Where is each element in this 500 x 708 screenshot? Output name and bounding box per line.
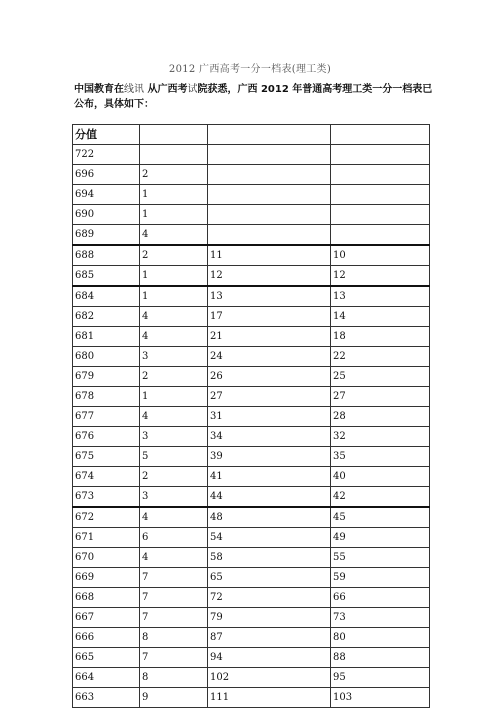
table-header-row xyxy=(73,125,430,145)
header-cell xyxy=(140,125,208,145)
cumulative-cell-2 xyxy=(331,145,430,165)
cumulative-cell-2: 66 xyxy=(331,588,430,608)
table-row xyxy=(73,407,430,427)
cumulative-cell: 17 xyxy=(208,307,331,327)
intro-paragraph xyxy=(74,82,434,112)
cumulative-cell-2: 27 xyxy=(331,387,430,407)
table-row xyxy=(73,548,430,568)
cumulative-cell: 48 xyxy=(208,507,331,528)
cumulative-cell xyxy=(208,145,331,165)
table-row xyxy=(73,648,430,668)
cumulative-cell xyxy=(208,205,331,225)
table-row xyxy=(73,205,430,225)
score-cell: 685 xyxy=(73,266,140,287)
count-cell: 1 xyxy=(140,286,208,307)
score-cell: 677 xyxy=(73,407,140,427)
cumulative-cell-2: 25 xyxy=(331,367,430,387)
score-cell: 679 xyxy=(73,367,140,387)
cumulative-cell: 24 xyxy=(208,347,331,367)
table-row xyxy=(73,367,430,387)
table-row xyxy=(73,286,430,307)
score-cell: 672 xyxy=(73,507,140,528)
cumulative-cell-2: 12 xyxy=(331,266,430,287)
cumulative-cell-2: 13 xyxy=(331,286,430,307)
count-cell: 7 xyxy=(140,588,208,608)
table-row xyxy=(73,245,430,266)
count-cell: 7 xyxy=(140,568,208,588)
table-row xyxy=(73,225,430,246)
cumulative-cell-2 xyxy=(331,165,430,185)
table-row xyxy=(73,467,430,487)
table-row xyxy=(73,487,430,508)
table-row xyxy=(73,165,430,185)
count-cell: 4 xyxy=(140,327,208,347)
table-row xyxy=(73,447,430,467)
cumulative-cell-2: 32 xyxy=(331,427,430,447)
table-row xyxy=(73,688,430,708)
count-cell: 2 xyxy=(140,165,208,185)
count-cell: 4 xyxy=(140,407,208,427)
count-cell: 1 xyxy=(140,266,208,287)
table-row xyxy=(73,528,430,548)
cumulative-cell-2: 14 xyxy=(331,307,430,327)
count-cell: 8 xyxy=(140,668,208,688)
cumulative-cell: 79 xyxy=(208,608,331,628)
count-cell: 1 xyxy=(140,205,208,225)
table-row xyxy=(73,628,430,648)
score-cell: 680 xyxy=(73,347,140,367)
cumulative-cell-2: 22 xyxy=(331,347,430,367)
cumulative-cell: 58 xyxy=(208,548,331,568)
cumulative-cell: 34 xyxy=(208,427,331,447)
score-cell: 666 xyxy=(73,628,140,648)
count-cell: 4 xyxy=(140,307,208,327)
cumulative-cell: 11 xyxy=(208,245,331,266)
score-cell: 722 xyxy=(73,145,140,165)
count-cell: 2 xyxy=(140,467,208,487)
cumulative-cell-2: 55 xyxy=(331,548,430,568)
count-cell: 3 xyxy=(140,427,208,447)
cumulative-cell-2: 35 xyxy=(331,447,430,467)
score-cell: 673 xyxy=(73,487,140,508)
table-row xyxy=(73,327,430,347)
cumulative-cell: 27 xyxy=(208,387,331,407)
cumulative-cell-2: 18 xyxy=(331,327,430,347)
cumulative-cell: 87 xyxy=(208,628,331,648)
score-cell: 674 xyxy=(73,467,140,487)
cumulative-cell-2: 42 xyxy=(331,487,430,508)
cumulative-cell-2: 80 xyxy=(331,628,430,648)
intro-text-4: 试 xyxy=(187,84,198,95)
score-cell: 690 xyxy=(73,205,140,225)
table-row xyxy=(73,588,430,608)
intro-text-2: 线讯 xyxy=(124,84,144,95)
cumulative-cell: 94 xyxy=(208,648,331,668)
cumulative-cell-2: 95 xyxy=(331,668,430,688)
table-row xyxy=(73,145,430,165)
cumulative-cell: 44 xyxy=(208,487,331,508)
score-cell: 684 xyxy=(73,286,140,307)
table-row xyxy=(73,568,430,588)
document-title: 2012 广西高考一分一档表(理工类) xyxy=(168,64,332,75)
score-table xyxy=(72,124,430,708)
header-cell xyxy=(208,125,331,145)
count-cell xyxy=(140,145,208,165)
count-cell: 3 xyxy=(140,347,208,367)
cumulative-cell: 12 xyxy=(208,266,331,287)
table-row xyxy=(73,347,430,367)
score-cell: 689 xyxy=(73,225,140,246)
count-cell: 1 xyxy=(140,185,208,205)
table-row xyxy=(73,608,430,628)
cumulative-cell: 111 xyxy=(208,688,331,708)
cumulative-cell-2: 10 xyxy=(331,245,430,266)
header-cell-score: 分值 xyxy=(73,125,140,145)
count-cell: 6 xyxy=(140,528,208,548)
score-cell: 676 xyxy=(73,427,140,447)
score-cell: 668 xyxy=(73,588,140,608)
count-cell: 4 xyxy=(140,507,208,528)
count-cell: 7 xyxy=(140,608,208,628)
table-row xyxy=(73,507,430,528)
score-cell: 675 xyxy=(73,447,140,467)
count-cell: 2 xyxy=(140,367,208,387)
cumulative-cell-2: 45 xyxy=(331,507,430,528)
score-cell: 694 xyxy=(73,185,140,205)
cumulative-cell-2: 103 xyxy=(331,688,430,708)
cumulative-cell-2: 88 xyxy=(331,648,430,668)
cumulative-cell-2 xyxy=(331,225,430,246)
intro-text-5: 院获悉，广西 2012 年普通高考理工类一分一档表已公布，具体如下： xyxy=(74,84,433,110)
cumulative-cell: 13 xyxy=(208,286,331,307)
count-cell: 4 xyxy=(140,548,208,568)
count-cell: 3 xyxy=(140,487,208,508)
cumulative-cell: 41 xyxy=(208,467,331,487)
cumulative-cell-2 xyxy=(331,205,430,225)
table-row xyxy=(73,266,430,287)
cumulative-cell xyxy=(208,185,331,205)
score-cell: 669 xyxy=(73,568,140,588)
table-row xyxy=(73,427,430,447)
cumulative-cell-2: 40 xyxy=(331,467,430,487)
cumulative-cell: 26 xyxy=(208,367,331,387)
header-cell xyxy=(331,125,430,145)
count-cell: 4 xyxy=(140,225,208,246)
cumulative-cell: 102 xyxy=(208,668,331,688)
score-cell: 696 xyxy=(73,165,140,185)
cumulative-cell: 21 xyxy=(208,327,331,347)
count-cell: 9 xyxy=(140,688,208,708)
score-cell: 678 xyxy=(73,387,140,407)
cumulative-cell xyxy=(208,225,331,246)
score-cell: 688 xyxy=(73,245,140,266)
count-cell: 1 xyxy=(140,387,208,407)
table-row xyxy=(73,185,430,205)
count-cell: 5 xyxy=(140,447,208,467)
cumulative-cell-2: 49 xyxy=(331,528,430,548)
count-cell: 8 xyxy=(140,628,208,648)
intro-text-1: 中国教育在 xyxy=(74,84,124,95)
cumulative-cell-2: 73 xyxy=(331,608,430,628)
cumulative-cell-2 xyxy=(331,185,430,205)
score-cell: 682 xyxy=(73,307,140,327)
table-row xyxy=(73,307,430,327)
table-row xyxy=(73,387,430,407)
intro-text-3: 从广西考 xyxy=(144,84,188,95)
cumulative-cell-2: 28 xyxy=(331,407,430,427)
cumulative-cell-2: 59 xyxy=(331,568,430,588)
cumulative-cell: 65 xyxy=(208,568,331,588)
table-row xyxy=(73,668,430,688)
score-cell: 667 xyxy=(73,608,140,628)
score-cell: 670 xyxy=(73,548,140,568)
score-cell: 664 xyxy=(73,668,140,688)
cumulative-cell xyxy=(208,165,331,185)
count-cell: 2 xyxy=(140,245,208,266)
score-cell: 671 xyxy=(73,528,140,548)
cumulative-cell: 54 xyxy=(208,528,331,548)
cumulative-cell: 72 xyxy=(208,588,331,608)
cumulative-cell: 31 xyxy=(208,407,331,427)
score-cell: 681 xyxy=(73,327,140,347)
cumulative-cell: 39 xyxy=(208,447,331,467)
score-table-body xyxy=(73,125,430,708)
score-cell: 665 xyxy=(73,648,140,668)
score-cell: 663 xyxy=(73,688,140,708)
count-cell: 7 xyxy=(140,648,208,668)
